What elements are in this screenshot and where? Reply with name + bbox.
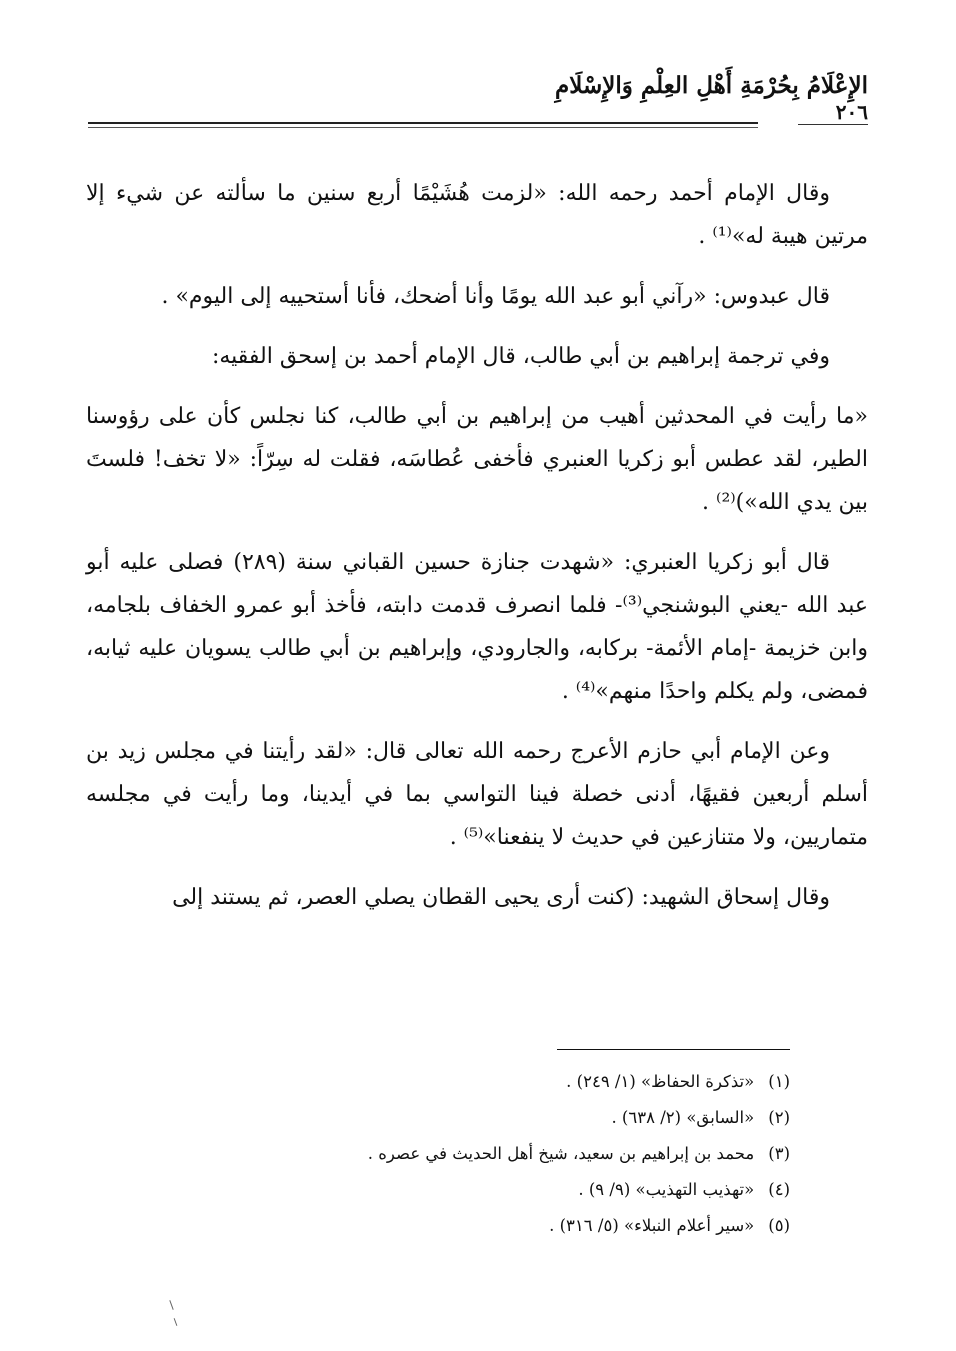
footnote-text: «تذكرة الحفاظ» (١/ ٢٤٩) . [566, 1072, 755, 1091]
page-number-rule [798, 124, 868, 125]
scan-speck [174, 1318, 178, 1326]
footnote-number: (٢) [768, 1108, 790, 1127]
paragraph: وفي ترجمة إبراهيم بن أبي طالب، قال الإمام أحمد بن إسحق الفقيه: [211, 344, 830, 369]
footnote-text: «تهذيب التهذيب» (٩/ ٩) . [578, 1180, 755, 1199]
page-number: ٢٠٦ [835, 100, 868, 124]
footnote-number: (٤) [768, 1180, 790, 1199]
header-rule [88, 122, 758, 128]
footnote-number: (٥) [768, 1216, 790, 1235]
paragraph: وعن الإمام أبي حازم الأعرج رحمه الله تعالى قال: «لقد رأيتنا في مجلس زيد بن أسلم أربعين فقيهًا، أدنى خصلة فينا التواسي بما في أيدينا، وما رأيت في مجلسه متماريين، ولا متنازعين في حديث لا ينفعنا»⁽⁵⁾ . [86, 739, 869, 850]
footnote-item [88, 1136, 790, 1172]
footnote-item [88, 1208, 790, 1244]
paragraph: وقال الإمام أحمد رحمه الله: «لزمت هُشَيْمًا أربع سنين ما سألته عن شيء إلا مرتين هيبة له»⁽¹⁾ . [86, 181, 868, 249]
paragraph: وقال إسحاق الشهيد: (كنت أرى يحيى القطان يصلي العصر، ثم يستند إلى [172, 885, 830, 910]
footnote-text: محمد بن إبراهيم بن سعيد، شيخ أهل الحديث في عصره . [367, 1144, 755, 1163]
footnote-item [88, 1100, 790, 1136]
footnote-text: «سير أعلام النبلاء» (٥/ ٣١٦) . [549, 1216, 755, 1235]
footnote-item [88, 1172, 790, 1208]
footnote-number: (١) [768, 1072, 790, 1091]
footnote-item [88, 1064, 790, 1100]
quote-paragraph: «ما رأيت في المحدثين أهيب من إبراهيم بن أبي طالب، كنا نجلس كأن على رؤوسنا الطير، لقد عطس أبو زكريا العنبري فأخفى عُطاسَه، فقلت له سِرّاً: «لا تخف! فلستَ بين يدي الله»)⁽²⁾ . [86, 404, 868, 515]
footnote-separator [557, 1049, 790, 1050]
page-header [88, 66, 868, 130]
paragraph: قال عبدوس: «رآني أبو عبد الله يومًا وأنا أضحك، فأنا أستحييه إلى اليوم» . [161, 284, 830, 309]
main-text [86, 172, 868, 936]
running-title: الإِعْلَامُ بِحُرْمَةِ أَهْلِ العِلْمِ وَالإِسْلَامِ [554, 72, 868, 99]
scan-speck [169, 1300, 173, 1310]
footnote-number: (٣) [768, 1144, 790, 1163]
footnotes [88, 1064, 790, 1244]
footnote-text: «السابق» (٢/ ٦٣٨) . [611, 1108, 755, 1127]
paragraph: قال أبو زكريا العنبري: «شهدت جنازة حسين القباني سنة (٢٨٩) فصلى عليه أبو عبد الله -يعني البوشنجي⁽³⁾- فلما انصرف قدمت دابته، فأخذ أبو عمرو الخفاف بلجامه، وابن خزيمة -إمام الأئمة- بركابه، والجارودي، وإبراهيم بن أبي طالب يسويان عليه ثيابه، فمضى، ولم يكلم واحدًا منهم»⁽⁴⁾ . [86, 550, 868, 704]
